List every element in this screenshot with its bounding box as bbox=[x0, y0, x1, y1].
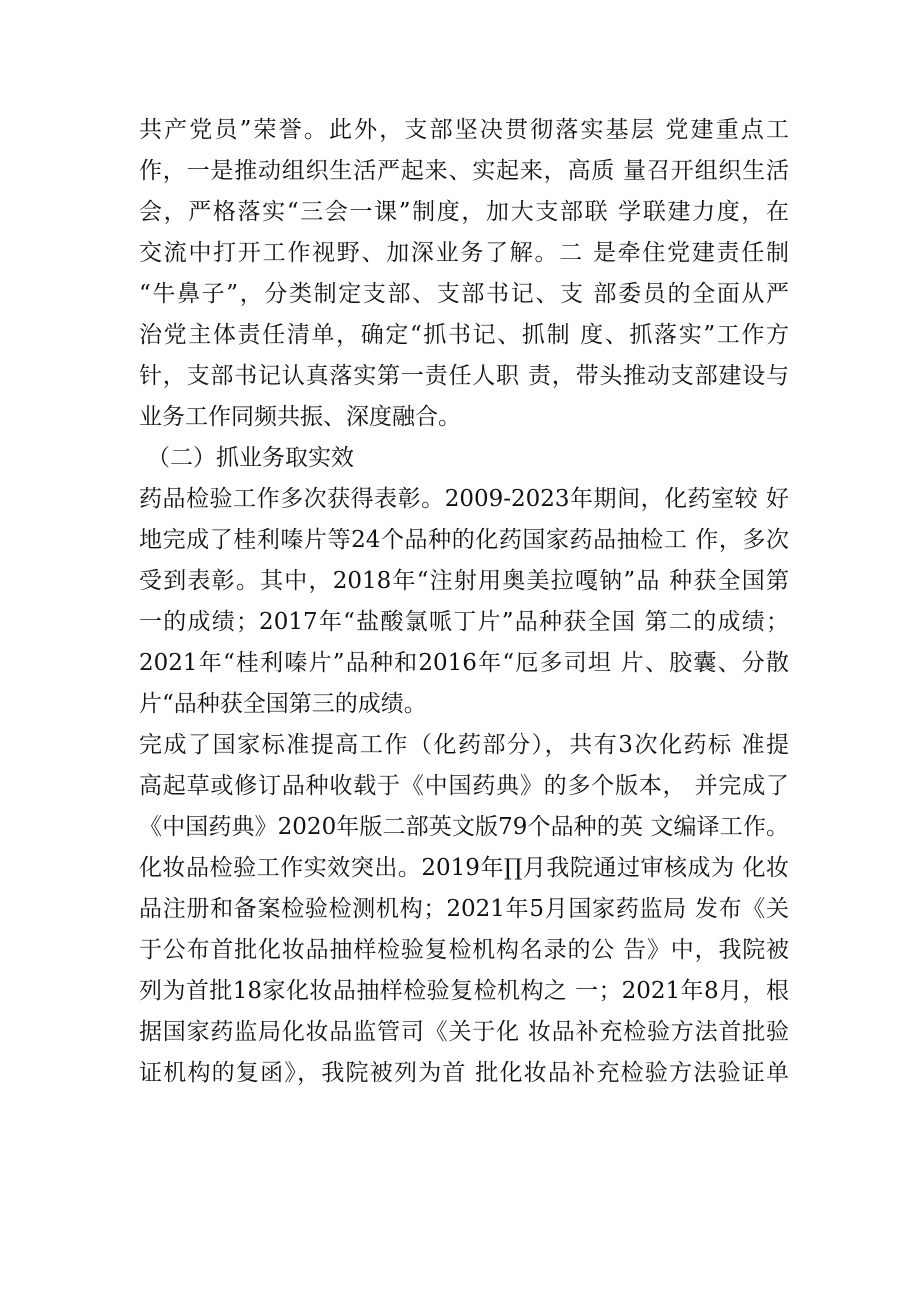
section-heading: （二）抓业务取实效 bbox=[147, 445, 354, 471]
text-line: 作，一是推动组织生活严起来、实起来，高质 量召开组织生活 bbox=[139, 158, 789, 184]
text-line: 交流中打开工作视野、加深业务了解。二 是牵住党建责任制 bbox=[139, 240, 789, 266]
text-line: 于公布首批化妆品抽样检验复检机构名录的公 告》中，我院被 bbox=[139, 937, 789, 963]
text-line: 化妆品检验工作实效突出。2019年∏月我院通过审核成为 化妆 bbox=[139, 855, 789, 881]
text-line: 针，支部书记认真落实第一责任人职 责，带头推动支部建设与 bbox=[139, 363, 789, 389]
text-line: 2021年“桂利嗪片”品种和2016年“厄多司坦 片、胶囊、分散 bbox=[139, 650, 789, 676]
text-line: 高起草或修订品种收载于《中国药典》的多个版本， 并完成了 bbox=[139, 773, 789, 799]
text-line: 药品检验工作多次获得表彰。2009-2023年期间，化药室较 好 bbox=[139, 486, 789, 512]
text-line: 据国家药监局化妆品监管司《关于化 妆品补充检验方法首批验 bbox=[139, 1019, 789, 1045]
text-line: 完成了国家标准提高工作（化药部分），共有3次化药标 准提 bbox=[139, 732, 789, 758]
text-line: 共产党员”荣誉。此外，支部坚决贯彻落实基层 党建重点工 bbox=[139, 117, 789, 143]
text-line: 证机构的复函》，我院被列为首 批化妆品补充检验方法验证单 bbox=[139, 1060, 789, 1086]
text-line: 列为首批18家化妆品抽样检验复检机构之 一；2021年8月，根 bbox=[139, 978, 789, 1004]
body-text bbox=[139, 110, 789, 1094]
text-line: 业务工作同频共振、深度融合。 bbox=[139, 404, 461, 430]
text-line: 受到表彰。其中，2018年“注射用奥美拉嘎钠”品 种获全国第 bbox=[139, 568, 789, 594]
text-line: 片“品种获全国第三的成绩。 bbox=[139, 691, 427, 717]
text-line: 《中国药典》2020年版二部英文版79个品种的英 文编译工作。 bbox=[139, 814, 789, 840]
text-line: “牛鼻子”，分类制定支部、支部书记、支 部委员的全面从严 bbox=[139, 281, 789, 307]
text-line: 会，严格落实“三会一课”制度，加大支部联 学联建力度，在 bbox=[139, 199, 789, 225]
text-line: 一的成绩；2017年“盐酸氯哌丁片”品种获全国 第二的成绩； bbox=[139, 609, 789, 635]
text-line: 治党主体责任清单，确定“抓书记、抓制 度、抓落实”工作方 bbox=[139, 322, 789, 348]
text-line: 品注册和备案检验检测机构；2021年5月国家药监局 发布《关 bbox=[139, 896, 789, 922]
text-line: 地完成了桂利嗪片等24个品种的化药国家药品抽检工 作，多次 bbox=[139, 527, 789, 553]
